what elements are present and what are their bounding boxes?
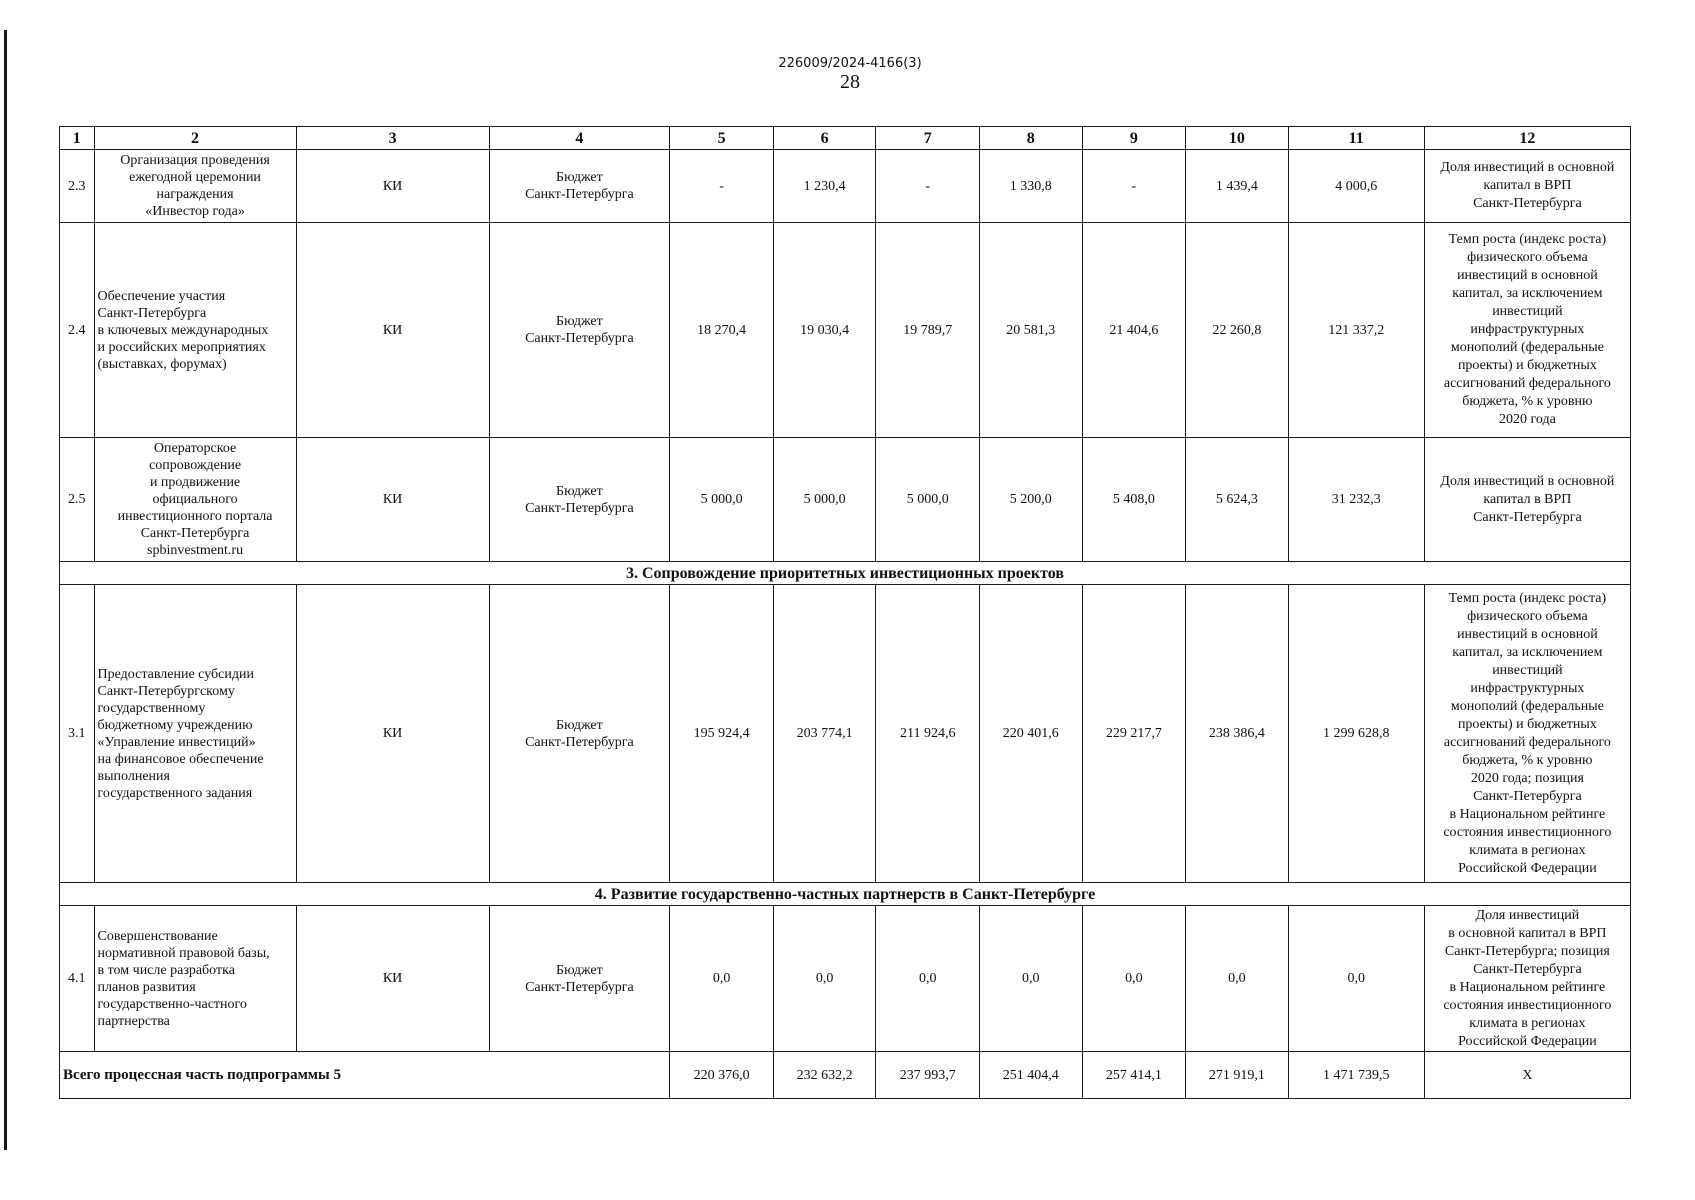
executor: КИ [296,585,489,883]
table-row [60,223,1631,438]
activity-name: Операторское сопровождение и продвижение официального инвестиционного портала Санкт-Петербурга spbinvestment.ru [94,438,296,562]
executor: КИ [296,223,489,438]
value-cell: 5 200,0 [980,438,1083,562]
value-cell: 0,0 [670,906,774,1052]
row-number: 4.1 [60,906,95,1052]
value-cell: - [1082,150,1186,223]
total-indicator-cell: Х [1424,1052,1630,1099]
row-number: 2.4 [60,223,95,438]
table-row [60,150,1631,223]
value-total-cell: 31 232,3 [1288,438,1424,562]
scan-edge-line [4,30,7,1150]
value-cell: 21 404,6 [1082,223,1186,438]
funding-source: Бюджет Санкт-Петербурга [489,150,670,223]
total-label: Всего процессная часть подпрограммы 5 [60,1052,670,1099]
total-value-cell: 237 993,7 [876,1052,980,1099]
column-number: 9 [1082,127,1186,150]
indicator-cell: Темп роста (индекс роста) физического объема инвестиций в основной капитал, за исключением инвестиций инфраструктурных монополий (федеральные проекты) и бюджетных ассигнований федерального бюджета, % к уровню 2020 года; позиция Санкт-Петербурга в Национальном рейтинге состояния инвестиционного климата в регионах Российской Федерации [1424,585,1630,883]
value-total-cell: 1 299 628,8 [1288,585,1424,883]
value-cell: 19 030,4 [773,223,876,438]
section-heading-row [60,883,1631,906]
value-cell: 0,0 [773,906,876,1052]
executor: КИ [296,150,489,223]
value-cell: 5 408,0 [1082,438,1186,562]
activity-name: Совершенствование нормативной правовой базы, в том числе разработка планов развития государственно-частного партнерства [94,906,296,1052]
total-value-cell: 251 404,4 [980,1052,1083,1099]
value-cell: 20 581,3 [980,223,1083,438]
value-cell: 0,0 [876,906,980,1052]
column-number: 7 [876,127,980,150]
column-number: 8 [980,127,1083,150]
value-cell: 220 401,6 [980,585,1083,883]
value-cell: 1 439,4 [1186,150,1289,223]
value-cell: 5 624,3 [1186,438,1289,562]
column-number: 6 [773,127,876,150]
value-cell: 5 000,0 [670,438,774,562]
column-number: 10 [1186,127,1289,150]
value-cell: 229 217,7 [1082,585,1186,883]
column-number: 5 [670,127,774,150]
table-row [60,438,1631,562]
value-cell: 0,0 [980,906,1083,1052]
table-row [60,906,1631,1052]
funding-source: Бюджет Санкт-Петербурга [489,223,670,438]
column-number: 11 [1288,127,1424,150]
column-number: 1 [60,127,95,150]
executor: КИ [296,906,489,1052]
total-value-cell: 232 632,2 [773,1052,876,1099]
value-cell: 211 924,6 [876,585,980,883]
value-cell: 1 230,4 [773,150,876,223]
value-cell: 18 270,4 [670,223,774,438]
budget-table [59,126,1631,1099]
column-number: 2 [94,127,296,150]
column-number: 3 [296,127,489,150]
value-total-cell: 121 337,2 [1288,223,1424,438]
value-cell: 0,0 [1082,906,1186,1052]
indicator-cell: Доля инвестиций в основной капитал в ВРП Санкт-Петербурга [1424,150,1630,223]
column-number-row [60,127,1631,150]
indicator-cell: Доля инвестиций в основной капитал в ВРП Санкт-Петербурга; позиция Санкт-Петербурга в Национальном рейтинге состояния инвестиционного климата в регионах Российской Федерации [1424,906,1630,1052]
column-number: 12 [1424,127,1630,150]
value-cell: 5 000,0 [876,438,980,562]
funding-source: Бюджет Санкт-Петербурга [489,585,670,883]
section-title: 4. Развитие государственно-частных партнерств в Санкт-Петербурге [60,883,1631,906]
value-cell: 1 330,8 [980,150,1083,223]
funding-source: Бюджет Санкт-Петербурга [489,438,670,562]
total-value-cell: 220 376,0 [670,1052,774,1099]
document-header [760,56,940,92]
indicator-cell: Темп роста (индекс роста) физического объема инвестиций в основной капитал, за исключением инвестиций инфраструктурных монополий (федеральные проекты) и бюджетных ассигнований федерального бюджета, % к уровню 2020 года [1424,223,1630,438]
value-cell: 19 789,7 [876,223,980,438]
value-cell: 22 260,8 [1186,223,1289,438]
indicator-cell: Доля инвестиций в основной капитал в ВРП Санкт-Петербурга [1424,438,1630,562]
column-number: 4 [489,127,670,150]
value-cell: 5 000,0 [773,438,876,562]
row-number: 2.3 [60,150,95,223]
value-cell: 238 386,4 [1186,585,1289,883]
executor: КИ [296,438,489,562]
activity-name: Организация проведения ежегодной церемонии награждения «Инвестор года» [94,150,296,223]
grand-total-cell: 1 471 739,5 [1288,1052,1424,1099]
section-heading-row [60,562,1631,585]
funding-source: Бюджет Санкт-Петербурга [489,906,670,1052]
value-cell: - [876,150,980,223]
section-title: 3. Сопровождение приоритетных инвестиционных проектов [60,562,1631,585]
value-cell: - [670,150,774,223]
activity-name: Предоставление субсидии Санкт-Петербургскому государственному бюджетному учреждению «Управление инвестиций» на финансовое обеспечение выполнения государственного задания [94,585,296,883]
total-value-cell: 257 414,1 [1082,1052,1186,1099]
row-number: 3.1 [60,585,95,883]
page-number: 28 [840,71,860,93]
total-row [60,1052,1631,1099]
table-row [60,585,1631,883]
value-total-cell: 0,0 [1288,906,1424,1052]
document-number: 226009/2024-4166(3) [778,56,922,71]
row-number: 2.5 [60,438,95,562]
value-cell: 195 924,4 [670,585,774,883]
total-value-cell: 271 919,1 [1186,1052,1289,1099]
value-cell: 0,0 [1186,906,1289,1052]
value-total-cell: 4 000,6 [1288,150,1424,223]
activity-name: Обеспечение участия Санкт-Петербурга в ключевых международных и российских мероприятиях (выставках, форумах) [94,223,296,438]
value-cell: 203 774,1 [773,585,876,883]
